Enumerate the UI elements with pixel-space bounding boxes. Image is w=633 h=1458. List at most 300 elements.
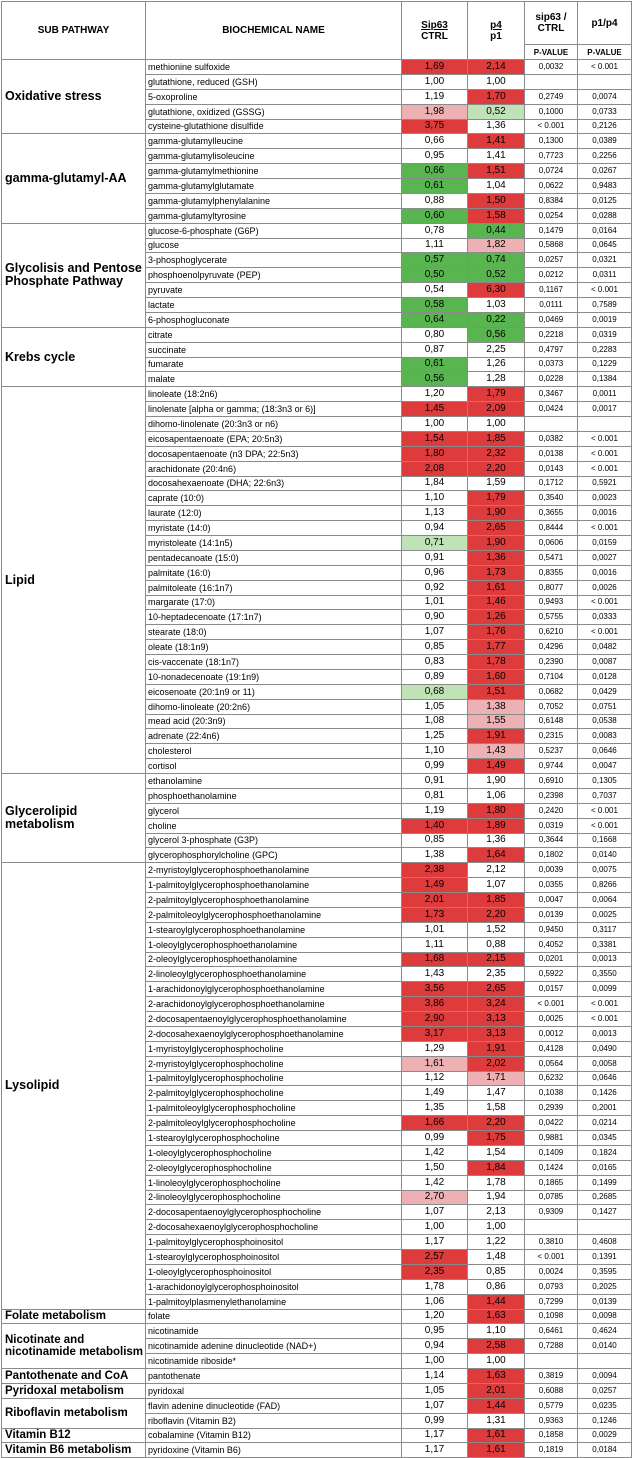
sip63-ctrl-value: 1,12 [402,1071,468,1086]
biochemical-name-cell: myristate (14:0) [146,521,402,536]
biochemical-name-cell: myristoleate (14:1n5) [146,536,402,551]
sip63-ctrl-value: 0,64 [402,312,468,327]
biochemical-name-cell: arachidonate (20:4n6) [146,461,402,476]
biochemical-name-cell: cobalamine (Vitamin B12) [146,1428,402,1443]
sip63-ctrl-value: 0,56 [402,372,468,387]
sip63-ctrl-value: 0,54 [402,283,468,298]
p1-p4-pvalue: 0,0094 [578,1369,632,1384]
biochemical-name-cell: pyridoxal [146,1383,402,1398]
sip63-ctrl-value: 2,90 [402,1012,468,1027]
p4-p1-value: 1,36 [468,119,525,134]
p1-p4-pvalue: 0,0087 [578,655,632,670]
sip63-ctrl-pvalue [525,417,578,432]
sip63-ctrl-value: 0,81 [402,788,468,803]
p4-p1-value: 1,00 [468,1220,525,1235]
sip63-ctrl-value: 0,89 [402,669,468,684]
p4-p1-value: 2,14 [468,60,525,75]
biochemical-name-cell: pentadecanoate (15:0) [146,550,402,565]
p1-p4-pvalue: 0,0321 [578,253,632,268]
sip63-ctrl-pvalue: 0,0319 [525,818,578,833]
p1-p4-pvalue: 0,0751 [578,699,632,714]
p1-p4-pvalue: 0,0319 [578,327,632,342]
biochemical-name-cell: 5-oxoproline [146,89,402,104]
sip63-ctrl-value: 1,01 [402,595,468,610]
p4-p1-value: 1,79 [468,387,525,402]
p4-p1-value: 1,60 [468,669,525,684]
biochemical-name-cell: glutathione, reduced (GSH) [146,74,402,89]
sip63-ctrl-pvalue: 0,0047 [525,893,578,908]
sip63-ctrl-value: 1,20 [402,387,468,402]
p1-p4-pvalue: < 0.001 [578,461,632,476]
p1-p4-pvalue: 0,4624 [578,1324,632,1339]
biochemical-name-cell: pyridoxine (Vitamin B6) [146,1443,402,1458]
biochemical-name-cell: cysteine-glutathione disulfide [146,119,402,134]
table-row [2,60,632,75]
p1-p4-pvalue: 0,7037 [578,788,632,803]
biochemical-name-cell: 2-palmitoleoylglycerophosphocholine [146,1116,402,1131]
p1-p4-pvalue: 0,1384 [578,372,632,387]
sip63-ctrl-pvalue: 0,7723 [525,149,578,164]
biochemical-name-cell: 1-oleoylglycerophosphoethanolamine [146,937,402,952]
biochemical-name-cell: methionine sulfoxide [146,60,402,75]
biochemical-name-cell: stearate (18:0) [146,625,402,640]
p1-p4-pvalue: 0,0646 [578,1071,632,1086]
biochemical-name-cell: 2-docosahexaenoylglycerophosphocholine [146,1220,402,1235]
sip63-ctrl-pvalue: 0,9744 [525,759,578,774]
sip63-ctrl-pvalue: 0,5755 [525,610,578,625]
p4-p1-value: 1,63 [468,1309,525,1324]
sip63-ctrl-value: 0,99 [402,759,468,774]
sip63-ctrl-pvalue: 0,7104 [525,669,578,684]
sip63-ctrl-value: 1,61 [402,1056,468,1071]
p4-p1-value: 1,50 [468,193,525,208]
sip63-ctrl-value: 0,85 [402,833,468,848]
sub-pathway-cell: Krebs cycle [2,327,146,387]
p4-p1-value: 1,73 [468,565,525,580]
sip63-ctrl-value: 1,11 [402,937,468,952]
table-row [2,863,632,878]
sip63-ctrl-value: 1,17 [402,1235,468,1250]
p1-p4-pvalue: 0,9483 [578,179,632,194]
sip63-ctrl-value: 0,78 [402,223,468,238]
p1-p4-pvalue: 0,2685 [578,1190,632,1205]
p1-p4-pvalue: 0,2126 [578,119,632,134]
p4-p1-value: 1,52 [468,922,525,937]
sip63-ctrl-value: 0,66 [402,134,468,149]
sip63-ctrl-value: 1,00 [402,74,468,89]
biochemical-name-cell: glucose-6-phosphate (G6P) [146,223,402,238]
p1-p4-pvalue: 0,0140 [578,1339,632,1354]
sip63-ctrl-value: 1,43 [402,967,468,982]
sip63-ctrl-pvalue: 0,5922 [525,967,578,982]
biochemical-name-cell: 2-docosahexaenoylglycerophosphoethanolamine [146,1026,402,1041]
biochemical-name-cell: glycerophosphorylcholine (GPC) [146,848,402,863]
biochemical-name-cell: 2-linoleoylglycerophosphocholine [146,1190,402,1205]
p1-p4-pvalue: < 0.001 [578,818,632,833]
p1-p4-pvalue: 0,0074 [578,89,632,104]
sip63-ctrl-pvalue: 0,2398 [525,788,578,803]
sip63-ctrl-pvalue: 0,6088 [525,1383,578,1398]
p1-p4-pvalue: 0,5921 [578,476,632,491]
p4-p1-value: 1,75 [468,1131,525,1146]
sub-pathway-cell: Pantothenate and CoA [2,1369,146,1384]
biochemical-name-cell: phosphoethanolamine [146,788,402,803]
p4-p1-value: 1,07 [468,878,525,893]
p4-p1-value: 1,76 [468,625,525,640]
sip63-ctrl-pvalue: 0,0012 [525,1026,578,1041]
sip63-ctrl-value: 1,20 [402,1309,468,1324]
sub-pathway-cell: Lysolipid [2,863,146,1309]
sip63-ctrl-pvalue: 0,4052 [525,937,578,952]
biochemical-name-cell: gamma-glutamyltyrosine [146,208,402,223]
p4-p1-value: 0,44 [468,223,525,238]
p1-p4-pvalue: < 0.001 [578,625,632,640]
p1-p4-pvalue: 0,0267 [578,164,632,179]
sip63-ctrl-value: 0,71 [402,536,468,551]
p4-p1-value: 1,44 [468,1398,525,1413]
p1-p4-pvalue: < 0.001 [578,283,632,298]
sip63-ctrl-pvalue: 0,6210 [525,625,578,640]
biochemical-name-cell: gamma-glutamylisoleucine [146,149,402,164]
table-row [2,327,632,342]
biochemical-name-cell: dihomo-linoleate (20:2n6) [146,699,402,714]
p4-p1-value: 1,64 [468,848,525,863]
sip63-ctrl-value: 1,35 [402,1101,468,1116]
p4-p1-value: 1,84 [468,1160,525,1175]
sip63-ctrl-pvalue: 0,9493 [525,595,578,610]
p4-p1-value: 1,49 [468,759,525,774]
sip63-ctrl-pvalue: 0,5237 [525,744,578,759]
p4-p1-value: 1,61 [468,580,525,595]
p4-p1-value: 1,90 [468,506,525,521]
p4-p1-value: 1,10 [468,1324,525,1339]
p4-p1-value: 1,55 [468,714,525,729]
p4-p1-value: 2,58 [468,1339,525,1354]
sip63-ctrl-pvalue: 0,0724 [525,164,578,179]
sip63-ctrl-pvalue: 0,0201 [525,952,578,967]
sip63-ctrl-pvalue: 0,0032 [525,60,578,75]
biochemical-name-cell: margarate (17:0) [146,595,402,610]
p1-p4-pvalue: 0,0482 [578,640,632,655]
table-row [2,1324,632,1339]
table-header [2,2,632,60]
sip63-ctrl-pvalue: 0,1819 [525,1443,578,1458]
p4-p1-value: 6,30 [468,283,525,298]
sip63-ctrl-pvalue: 0,4797 [525,342,578,357]
biochemical-name-cell: gamma-glutamylleucine [146,134,402,149]
sip63-ctrl-value: 0,96 [402,565,468,580]
biochemical-name-cell: 1-palmitoylglycerophosphoinositol [146,1235,402,1250]
biochemical-name-cell: flavin adenine dinucleotide (FAD) [146,1398,402,1413]
sip63-ctrl-value: 1,49 [402,1086,468,1101]
biochemical-name-cell: 2-oleoylglycerophosphocholine [146,1160,402,1175]
sip63-ctrl-value: 1,38 [402,848,468,863]
sip63-ctrl-value: 2,38 [402,863,468,878]
sub-pathway-cell: gamma-glutamyl-AA [2,134,146,223]
sip63-ctrl-pvalue: 0,1167 [525,283,578,298]
p1-p4-pvalue: 0,0140 [578,848,632,863]
p1-p4-pvalue: 0,1427 [578,1205,632,1220]
sip63-ctrl-pvalue: 0,9450 [525,922,578,937]
p1-p4-pvalue: 0,0047 [578,759,632,774]
table-row [2,1309,632,1324]
p4-p1-value: 1,58 [468,1101,525,1116]
biochemical-name-cell: 2-docosapentaenoylglycerophosphoethanolamine [146,1012,402,1027]
sip63-ctrl-pvalue: 0,9881 [525,1131,578,1146]
sip63-ctrl-value: 0,68 [402,684,468,699]
sip63-ctrl-value: 3,17 [402,1026,468,1041]
sip63-ctrl-pvalue: 0,0024 [525,1264,578,1279]
biochemical-name-cell: 1-stearoylglycerophosphoinositol [146,1250,402,1265]
sip63-ctrl-pvalue: 0,2218 [525,327,578,342]
p1-p4-pvalue: 0,0139 [578,1294,632,1309]
p1-p4-pvalue: 0,0128 [578,669,632,684]
table-row [2,387,632,402]
p1-p4-pvalue: 0,0083 [578,729,632,744]
sip63-ctrl-value: 1,54 [402,431,468,446]
sip63-ctrl-pvalue: 0,0682 [525,684,578,699]
p1-p4-pvalue: 0,0098 [578,1309,632,1324]
p1-p4-pvalue [578,417,632,432]
biochemical-name-cell: choline [146,818,402,833]
sip63-ctrl-value: 0,66 [402,164,468,179]
sip63-ctrl-value: 1,42 [402,1175,468,1190]
sip63-ctrl-value: 1,17 [402,1428,468,1443]
p1-p4-pvalue: 0,7589 [578,298,632,313]
sip63-ctrl-pvalue: 0,0254 [525,208,578,223]
sip63-ctrl-pvalue: 0,6232 [525,1071,578,1086]
table-row [2,1428,632,1443]
biochemical-name-cell: 1-arachidonoylglycerophosphoethanolamine [146,982,402,997]
sip63-ctrl-pvalue: 0,0469 [525,312,578,327]
sip63-ctrl-pvalue: 0,2420 [525,803,578,818]
header-ctrl: CTRL [421,30,448,42]
sip63-ctrl-value: 1,07 [402,625,468,640]
sip63-ctrl-pvalue: 0,0355 [525,878,578,893]
p1-p4-pvalue: 0,2256 [578,149,632,164]
p4-p1-value: 1,90 [468,536,525,551]
biochemical-name-cell: 3-phosphoglycerate [146,253,402,268]
sip63-ctrl-pvalue: 0,8444 [525,521,578,536]
p4-p1-value: 1,51 [468,684,525,699]
biochemical-name-cell: glutathione, oxidized (GSSG) [146,104,402,119]
sip63-ctrl-value: 1,73 [402,907,468,922]
p1-p4-pvalue [578,74,632,89]
sip63-ctrl-pvalue: 0,1712 [525,476,578,491]
p1-p4-pvalue: 0,1305 [578,774,632,789]
p1-p4-pvalue: 0,0013 [578,952,632,967]
sip63-ctrl-value: 1,05 [402,1383,468,1398]
sip63-ctrl-value: 1,01 [402,922,468,937]
p4-p1-value: 1,26 [468,357,525,372]
sip63-ctrl-value: 0,91 [402,550,468,565]
p1-p4-pvalue: 0,2283 [578,342,632,357]
biochemical-name-cell: palmitoleate (16:1n7) [146,580,402,595]
sip63-ctrl-pvalue: 0,7299 [525,1294,578,1309]
sub-pathway-cell: Vitamin B6 metabolism [2,1443,146,1458]
biochemical-name-cell: linolenate [alpha or gamma; (18:3n3 or 6)] [146,402,402,417]
p1-p4-pvalue [578,1220,632,1235]
sip63-ctrl-value: 0,50 [402,268,468,283]
sip63-ctrl-value: 1,07 [402,1398,468,1413]
sip63-ctrl-value: 1,78 [402,1279,468,1294]
sip63-ctrl-value: 0,95 [402,149,468,164]
header-biochemical-name: BIOCHEMICAL NAME [146,2,402,60]
p1-p4-pvalue: 0,0023 [578,491,632,506]
sip63-ctrl-pvalue: 0,4296 [525,640,578,655]
sip63-ctrl-value: 2,70 [402,1190,468,1205]
sip63-ctrl-pvalue: 0,1424 [525,1160,578,1175]
p4-p1-value: 1,61 [468,1443,525,1458]
sip63-ctrl-pvalue: 0,9309 [525,1205,578,1220]
p1-p4-pvalue: < 0.001 [578,446,632,461]
p1-p4-pvalue: 0,0013 [578,1026,632,1041]
biochemical-name-cell: dihomo-linolenate (20:3n3 or n6) [146,417,402,432]
biochemical-name-cell: gamma-glutamylmethionine [146,164,402,179]
sip63-ctrl-pvalue: 0,8355 [525,565,578,580]
biochemical-name-cell: laurate (12:0) [146,506,402,521]
sip63-ctrl-pvalue: 0,8077 [525,580,578,595]
sip63-ctrl-value: 1,40 [402,818,468,833]
p1-p4-pvalue: < 0.001 [578,431,632,446]
sip63-ctrl-value: 0,87 [402,342,468,357]
sip63-ctrl-value: 1,49 [402,878,468,893]
biochemical-name-cell: cis-vaccenate (18:1n7) [146,655,402,670]
sip63-ctrl-pvalue: 0,0111 [525,298,578,313]
biochemical-name-cell: 1-oleoylglycerophosphoinositol [146,1264,402,1279]
biochemical-name-cell: 6-phosphogluconate [146,312,402,327]
sip63-ctrl-pvalue: 0,0564 [525,1056,578,1071]
p4-p1-value: 1,04 [468,179,525,194]
table-row [2,1398,632,1413]
biochemical-name-cell: fumarate [146,357,402,372]
sip63-ctrl-pvalue: 0,0228 [525,372,578,387]
sip63-ctrl-pvalue: 0,3810 [525,1235,578,1250]
biochemical-name-cell: nicotinamide [146,1324,402,1339]
p4-p1-value: 1,91 [468,729,525,744]
p4-p1-value: 0,74 [468,253,525,268]
biochemical-name-cell: linoleate (18:2n6) [146,387,402,402]
biochemical-name-cell: 2-palmitoylglycerophosphoethanolamine [146,893,402,908]
sub-pathway-cell: Pyridoxal metabolism [2,1383,146,1398]
table-row [2,1383,632,1398]
p4-p1-value: 2,32 [468,446,525,461]
p1-p4-pvalue: 0,0184 [578,1443,632,1458]
sip63-ctrl-pvalue: 0,2315 [525,729,578,744]
sip63-ctrl-pvalue: 0,5471 [525,550,578,565]
sip63-ctrl-pvalue: 0,6148 [525,714,578,729]
p4-p1-value: 1,63 [468,1369,525,1384]
sip63-ctrl-pvalue: 0,0257 [525,253,578,268]
p1-p4-pvalue: 0,0733 [578,104,632,119]
sip63-ctrl-pvalue: 0,1300 [525,134,578,149]
p4-p1-value: 1,22 [468,1235,525,1250]
sip63-ctrl-pvalue: 0,3655 [525,506,578,521]
p4-p1-value: 2,20 [468,461,525,476]
sub-pathway-cell: Oxidative stress [2,60,146,134]
sip63-ctrl-value: 1,69 [402,60,468,75]
p4-p1-value: 1,80 [468,803,525,818]
p1-p4-pvalue: 0,4608 [578,1235,632,1250]
biochemical-name-cell: 1-stearoylglycerophosphocholine [146,1131,402,1146]
table-row [2,774,632,789]
p4-p1-value: 0,85 [468,1264,525,1279]
sip63-ctrl-value: 1,07 [402,1205,468,1220]
sip63-ctrl-value: 2,08 [402,461,468,476]
biochemical-name-cell: gamma-glutamylphenylalanine [146,193,402,208]
p1-p4-pvalue: 0,0064 [578,893,632,908]
sip63-ctrl-value: 1,13 [402,506,468,521]
sip63-ctrl-pvalue: 0,0422 [525,1116,578,1131]
header-pvalue-1: P-VALUE [525,45,578,60]
p1-p4-pvalue: 0,0026 [578,580,632,595]
p1-p4-pvalue: 0,0027 [578,550,632,565]
sip63-ctrl-pvalue: 0,0039 [525,863,578,878]
biochemical-name-cell: citrate [146,327,402,342]
biochemical-name-cell: glucose [146,238,402,253]
p1-p4-pvalue: 0,0019 [578,312,632,327]
p4-p1-value: 0,88 [468,937,525,952]
p1-p4-pvalue: 0,0058 [578,1056,632,1071]
biochemical-name-cell: 2-palmitoleoylglycerophosphoethanolamine [146,907,402,922]
p4-p1-value: 2,35 [468,967,525,982]
p4-p1-value: 1,78 [468,655,525,670]
p1-p4-pvalue: 0,0017 [578,402,632,417]
p4-p1-value: 2,12 [468,863,525,878]
sip63-ctrl-value: 3,56 [402,982,468,997]
p1-p4-pvalue: 0,0025 [578,907,632,922]
sip63-ctrl-pvalue: 0,0606 [525,536,578,551]
p4-p1-value: 2,09 [468,402,525,417]
p4-p1-value: 2,13 [468,1205,525,1220]
sip63-ctrl-pvalue: 0,5779 [525,1398,578,1413]
sip63-ctrl-pvalue: 0,5868 [525,238,578,253]
sip63-ctrl-value: 1,98 [402,104,468,119]
p1-p4-pvalue: 0,0389 [578,134,632,149]
sip63-ctrl-value: 1,45 [402,402,468,417]
sip63-ctrl-value: 0,61 [402,179,468,194]
p1-p4-pvalue: < 0.001 [578,60,632,75]
p1-p4-pvalue: 0,0165 [578,1160,632,1175]
sip63-ctrl-pvalue: 0,1858 [525,1428,578,1443]
p1-p4-pvalue: 0,8266 [578,878,632,893]
p4-p1-value: 0,56 [468,327,525,342]
p1-p4-pvalue: 0,3595 [578,1264,632,1279]
p4-p1-value: 1,41 [468,134,525,149]
p4-p1-value: 2,15 [468,952,525,967]
sip63-ctrl-pvalue: 0,0143 [525,461,578,476]
sip63-ctrl-value: 1,42 [402,1145,468,1160]
biochemical-name-cell: glycerol [146,803,402,818]
p4-p1-value: 1,91 [468,1041,525,1056]
p1-p4-pvalue: 0,0016 [578,506,632,521]
table-row [2,134,632,149]
biochemical-name-cell: malate [146,372,402,387]
biochemical-name-cell: oleate (18:1n9) [146,640,402,655]
p1-p4-pvalue: 0,2001 [578,1101,632,1116]
sip63-ctrl-pvalue: 0,6910 [525,774,578,789]
sip63-ctrl-value: 1,11 [402,238,468,253]
sip63-ctrl-value: 0,88 [402,193,468,208]
p4-p1-value: 1,36 [468,550,525,565]
biochemical-name-cell: 10-heptadecenoate (17:1n7) [146,610,402,625]
sip63-ctrl-pvalue: 0,1098 [525,1309,578,1324]
biochemical-name-cell: 1-palmitoylplasmenylethanolamine [146,1294,402,1309]
biochemical-name-cell: 2-myristoylglycerophosphoethanolamine [146,863,402,878]
sub-pathway-cell: Nicotinate and nicotinamide metabolism [2,1324,146,1369]
p4-p1-value: 0,52 [468,104,525,119]
sip63-ctrl-pvalue: 0,2939 [525,1101,578,1116]
